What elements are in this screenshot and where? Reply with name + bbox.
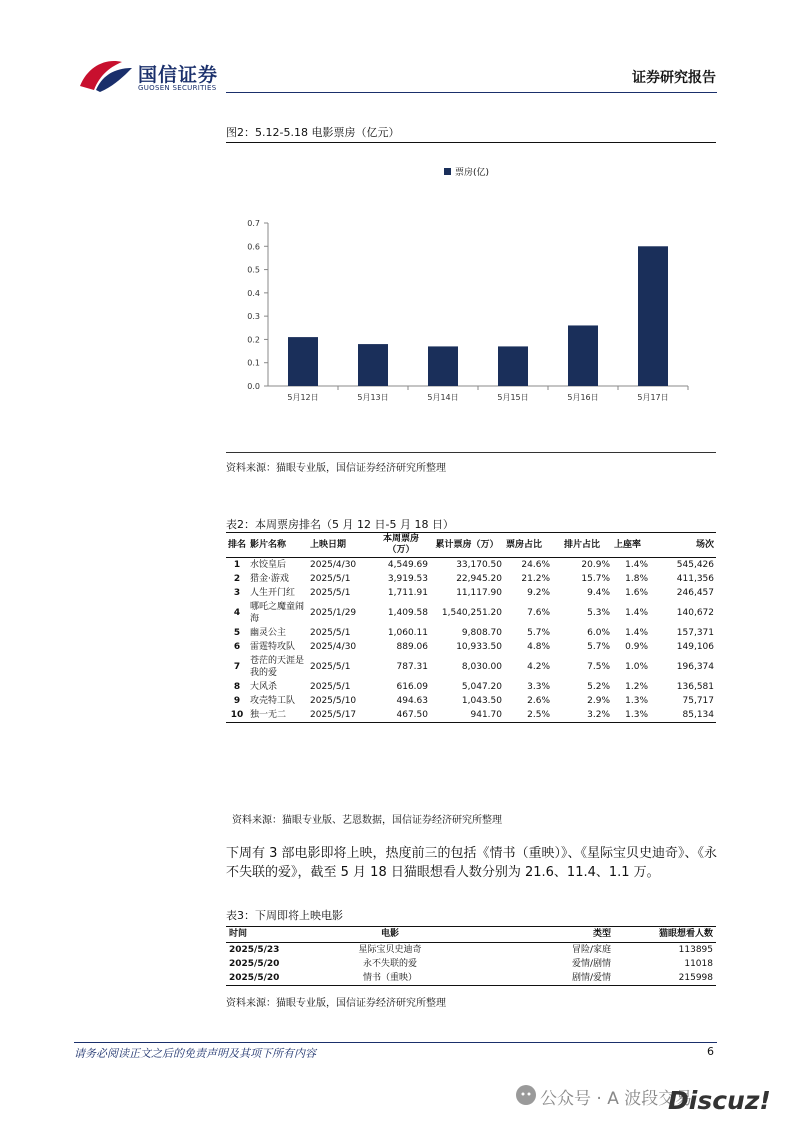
table2-cell: 哪吒之魔童闹海 <box>250 602 305 624</box>
table2-cell: 2025/5/1 <box>310 574 351 584</box>
table2-cell: 5.2% <box>587 682 610 692</box>
discuz-watermark: Discuz! <box>668 1086 771 1115</box>
body-paragraph: 下周有 3 部电影即将上映，热度前三的包括《情书（重映）》、《星际宝贝史迪奇》、《永不失联的爱》，截至 5 月 18 日猫眼想看人数分别为 21.6、11.4、1.1 万。 <box>226 846 718 880</box>
y-tick-label: 0.0 <box>247 382 260 391</box>
upcoming-movies-table <box>226 926 716 986</box>
table2-cell: 10 <box>230 710 244 720</box>
y-tick-label: 0.1 <box>247 358 260 368</box>
table2-cell: 3,919.53 <box>387 574 428 584</box>
table2-header-cell: 上座率 <box>614 539 642 550</box>
table2-cell: 3.2% <box>587 710 610 720</box>
table2-cell: 幽灵公主 <box>250 628 287 638</box>
table2-cell: 1.0% <box>625 662 648 672</box>
x-tick-label: 5月14日 <box>427 393 459 402</box>
table2-cell: 136,581 <box>676 682 714 692</box>
x-tick-label: 5月12日 <box>287 393 319 402</box>
wechat-watermark: 公众号 · A 波段交易 <box>540 1089 693 1109</box>
bar <box>358 344 388 386</box>
table2-cell: 467.50 <box>396 710 428 720</box>
table2-cell: 1.8% <box>625 574 648 584</box>
table2-cell: 2.6% <box>527 696 550 706</box>
table-row <box>226 640 716 654</box>
table2-cell: 2025/5/1 <box>310 682 351 692</box>
table2-header-row <box>226 533 716 558</box>
table2-cell: 85,134 <box>682 710 714 720</box>
table3-cell: 星际宝贝史迪奇 <box>358 945 422 955</box>
table2-header-cell: 排片占比 <box>563 539 600 550</box>
table2-cell: 149,106 <box>676 642 714 652</box>
table2-cell: 2025/1/29 <box>310 608 357 618</box>
table2-header-cell: 场次 <box>695 539 714 550</box>
y-ticks <box>247 219 268 391</box>
table-row <box>226 694 716 708</box>
x-tick-label: 5月16日 <box>567 393 599 402</box>
table-row <box>226 654 716 680</box>
table-row <box>226 957 716 971</box>
x-labels <box>287 386 688 402</box>
table2-cell: 4.8% <box>527 642 550 652</box>
table2-cell: 7.5% <box>587 662 610 672</box>
table2-cell: 2025/5/1 <box>310 588 351 598</box>
table-row <box>226 943 716 958</box>
table-row <box>226 586 716 600</box>
table3-cell: 113895 <box>678 945 713 955</box>
table3-header-cell: 时间 <box>229 929 248 939</box>
table2-cell: 9 <box>233 696 241 706</box>
bar <box>288 337 318 386</box>
table2-cell: 196,374 <box>676 662 714 672</box>
table-row <box>226 708 716 723</box>
table-row <box>226 600 716 626</box>
table2-cell: 1,043.50 <box>461 696 502 706</box>
page-number: 6 <box>707 1045 714 1058</box>
table2-cell: 157,371 <box>676 628 714 638</box>
table2-cell: 1.2% <box>625 682 648 692</box>
table2-header-cell: 影片名称 <box>250 539 287 550</box>
table3-cell: 爱情/剧情 <box>571 959 611 969</box>
table2-cell: 616.09 <box>396 682 428 692</box>
table3-cell: 剧情/爱情 <box>571 973 611 983</box>
table2-cell: 75,717 <box>682 696 714 706</box>
y-tick-label: 0.4 <box>247 288 260 298</box>
legend-label: 票房(亿) <box>455 168 490 178</box>
table2-cell: 9.4% <box>587 588 610 598</box>
table-row <box>226 680 716 694</box>
table3-caption: 表3：下周即将上映电影 <box>226 909 343 922</box>
table2-cell: 1.4% <box>625 560 648 570</box>
table2-cell: 11,117.90 <box>456 588 502 598</box>
table2-cell: 5.7% <box>587 642 610 652</box>
table2-cell: 15.7% <box>581 574 610 584</box>
y-tick-label: 0.7 <box>247 219 260 228</box>
table2-cell: 1.3% <box>625 710 648 720</box>
table2-cell: 8,030.00 <box>461 662 502 672</box>
figure2-bottom-rule <box>226 452 716 453</box>
table2-cell: 545,426 <box>676 560 714 570</box>
table3-cell: 11018 <box>684 959 713 969</box>
x-tick-label: 5月15日 <box>497 393 529 402</box>
table2-cell: 4,549.69 <box>387 560 428 570</box>
table2-cell: 24.6% <box>521 560 550 570</box>
footer-disclaimer: 请务必阅读正文之后的免责声明及其项下所有内容 <box>74 1047 316 1060</box>
box-office-bar-chart <box>226 150 716 412</box>
table2-caption: 表2：本周票房排名（5 月 12 日-5 月 18 日） <box>226 518 454 531</box>
table2-cell: 2 <box>233 574 241 584</box>
table3-cell: 冒险/家庭 <box>571 945 611 955</box>
table2-source: 资料来源：猫眼专业版、艺恩数据，国信证券经济研究所整理 <box>232 815 502 826</box>
table2-cell: 4.2% <box>527 662 550 672</box>
table2-cell: 3 <box>233 588 241 598</box>
table2-cell: 攻壳特工队 <box>250 696 296 706</box>
table2-cell: 140,672 <box>676 608 714 618</box>
table2-cell: 3.3% <box>527 682 550 692</box>
table2-cell: 2025/5/17 <box>310 710 357 720</box>
table2-cell: 2025/4/30 <box>310 642 357 652</box>
table2-cell: 5 <box>233 628 241 638</box>
table2-cell: 人生开门红 <box>250 588 296 598</box>
table-row <box>226 572 716 586</box>
table2-header-cell: 票房占比 <box>506 539 543 550</box>
table3-cell: 2025/5/20 <box>229 959 280 969</box>
table2-cell: 9.2% <box>527 588 550 598</box>
table2-cell: 1.4% <box>625 608 648 618</box>
table2-cell: 1,409.58 <box>387 608 428 618</box>
table2-cell: 1.3% <box>625 696 648 706</box>
table2-cell: 7.6% <box>527 608 550 618</box>
table3-source: 资料来源：猫眼专业版，国信证券经济研究所整理 <box>226 998 446 1009</box>
table2-cell: 1,060.11 <box>387 628 428 638</box>
table2-cell: 2.9% <box>587 696 610 706</box>
table2-cell: 9,808.70 <box>461 628 502 638</box>
table3-cell: 215998 <box>678 973 713 983</box>
box-office-ranking-table <box>226 532 716 723</box>
y-tick-label: 0.3 <box>247 312 260 322</box>
table3-cell: 永不失联的爱 <box>362 959 417 969</box>
table2-cell: 水饺皇后 <box>250 560 287 570</box>
table2-cell: 20.9% <box>581 560 610 570</box>
table2-cell: 6.0% <box>587 628 610 638</box>
table2-cell: 5.7% <box>527 628 550 638</box>
table2-cell: 787.31 <box>396 662 428 672</box>
table2-cell: 494.63 <box>396 696 428 706</box>
table2-cell: 941.70 <box>470 710 502 720</box>
logo-text-en: GUOSEN SECURITIES <box>138 84 217 92</box>
table2-cell: 22,945.20 <box>456 574 502 584</box>
figure2-caption: 图2：5.12-5.18 电影票房（亿元） <box>226 126 400 139</box>
table2-cell: 苍茫的天涯是我的爱 <box>250 656 305 678</box>
table2-cell: 4 <box>233 608 241 618</box>
y-tick-label: 0.6 <box>247 242 260 252</box>
table2-cell: 7 <box>233 662 241 672</box>
table2-cell: 8 <box>233 682 241 692</box>
table2-cell: 1,711.91 <box>387 588 428 598</box>
bar <box>498 346 528 386</box>
y-tick-label: 0.2 <box>247 335 260 345</box>
table2-cell: 大风杀 <box>250 682 278 692</box>
table2-cell: 5.3% <box>587 608 610 618</box>
table2-cell: 10,933.50 <box>456 642 502 652</box>
table2-header-cell: 累计票房（万） <box>435 539 499 550</box>
header-divider <box>226 92 717 93</box>
figure2-source: 资料来源：猫眼专业版，国信证券经济研究所整理 <box>226 463 446 474</box>
table2-cell: 21.2% <box>521 574 550 584</box>
bar <box>568 325 598 386</box>
bar <box>638 246 668 386</box>
table2-cell: 5,047.20 <box>461 682 502 692</box>
table2-header-cell: 排名 <box>228 539 247 550</box>
y-tick-label: 0.5 <box>247 265 260 275</box>
table2-cell: 2025/5/10 <box>310 696 357 706</box>
wechat-icon <box>515 1084 537 1106</box>
guosen-logo-icon <box>78 56 134 94</box>
table2-cell: 2025/5/1 <box>310 662 351 672</box>
figure2-top-rule <box>226 142 716 143</box>
logo-text-cn: 国信证券 <box>138 64 219 86</box>
table3-cell: 情书（重映） <box>362 973 417 983</box>
bar <box>428 346 458 386</box>
bars <box>288 246 668 386</box>
table2-cell: 猎金·游戏 <box>250 574 289 584</box>
table2-cell: 889.06 <box>396 642 428 652</box>
footer-divider <box>74 1042 717 1043</box>
table-row <box>226 558 716 573</box>
legend-swatch <box>444 168 451 175</box>
x-tick-label: 5月17日 <box>637 393 669 402</box>
x-tick-label: 5月13日 <box>357 393 389 402</box>
table-row <box>226 626 716 640</box>
table3-cell: 2025/5/23 <box>229 945 280 955</box>
table2-cell: 33,170.50 <box>456 560 502 570</box>
table2-cell: 2025/5/1 <box>310 628 351 638</box>
table2-cell: 411,356 <box>676 574 714 584</box>
table3-header-cell: 电影 <box>380 929 399 939</box>
table2-cell: 1,540,251.20 <box>441 608 502 618</box>
table3-header-cell: 猫眼想看人数 <box>658 929 713 939</box>
table2-cell: 246,457 <box>676 588 714 598</box>
table2-cell: 1.4% <box>625 628 648 638</box>
table2-header-cell: 上映日期 <box>310 539 347 550</box>
report-type-label: 证券研究报告 <box>632 70 716 86</box>
table2-cell: 雷霆特攻队 <box>250 642 296 652</box>
table2-header-cell: 本周票房（万） <box>382 534 419 555</box>
table2-cell: 0.9% <box>625 642 648 652</box>
table2-cell: 1 <box>233 560 241 570</box>
table3-header-row <box>226 927 716 943</box>
table2-cell: 2025/4/30 <box>310 560 357 570</box>
table2-cell: 独一无二 <box>250 710 287 720</box>
table2-cell: 2.5% <box>527 710 550 720</box>
table3-cell: 2025/5/20 <box>229 973 280 983</box>
chart-legend <box>444 166 489 178</box>
table-row <box>226 971 716 986</box>
table3-header-cell: 类型 <box>592 929 611 939</box>
table2-cell: 6 <box>233 642 241 652</box>
table2-cell: 1.6% <box>625 588 648 598</box>
